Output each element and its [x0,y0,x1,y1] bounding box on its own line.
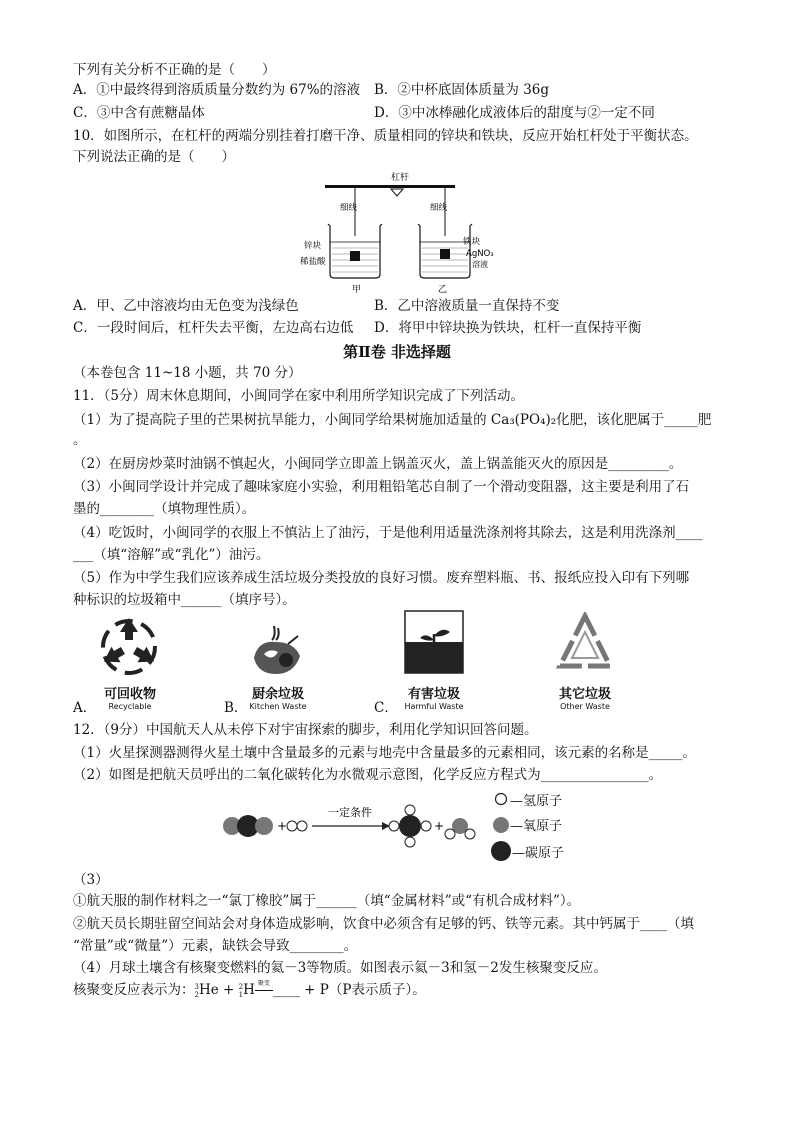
left-string-label: 细线 [340,203,358,213]
bin-a-en: Recyclable [108,702,152,711]
svg-text:+: + [277,819,288,833]
q10-stem-line2: 下列说法正确的是（ ） [73,149,235,165]
bin-d-cn: 其它垃圾 [558,687,611,702]
eq-h-num: 1 [238,990,244,999]
q9-tail: 下列有关分析不正确的是（ ） [73,62,276,78]
eq-prefix: 核聚变反应表示为： [73,982,195,998]
q9-option-d: D．③中冰棒融化成液体后的甜度与②一定不同 [374,105,655,121]
acid-label: 稀盐酸 [300,257,326,267]
eq-h: H [243,982,255,998]
section-title: 第Ⅱ卷 非选择题 [343,343,451,361]
oxygen-atom-icon [492,816,510,834]
section-note: （本卷包含 11~18 小题，共 70 分） [73,365,302,381]
co2-to-water-diagram [220,788,490,858]
q11-part4-line1: （4）吃饭时，小闽同学的衣服上不慎沾上了油污，于是他利用适量洗涤剂将其除去，这是利用洗涤剂____ [73,525,703,541]
q10-option-b: B．乙中溶液质量一直保持不变 [374,298,560,314]
bin-c-caption [379,683,489,711]
eq-he: He [198,982,219,998]
iron-label: 铁块 [463,237,481,247]
q12-part3: （3） [73,872,109,888]
q10-option-d: D．将甲中锌块换为铁块，杠杆一直保持平衡 [374,320,642,336]
bin-d-en: Other Waste [560,702,610,711]
bin-c-letter: C． [374,700,398,716]
q10-stem-line1: 10．如图所示，在杠杆的两端分别挂着打磨干净、质量相同的锌块和铁块，反应开始杠杆处于平衡状态。 [73,128,698,144]
q12-part4-equation [73,981,426,999]
legend-hydrogen: —氢原子 [510,794,563,809]
q11-part5-line2: 种标识的垃圾箱中______（填序号）。 [73,592,296,608]
q12-part3-i: ①航天服的制作材料之一“氯丁橡胶”属于______（填“金属材料”或“有机合成材料”）。 [73,893,581,909]
lever-label: 杠杆 [390,173,410,183]
right-string-label: 细线 [430,203,448,213]
eq-he-mass: 3 [194,982,199,991]
reaction-condition: 一定条件 [328,806,372,819]
hydrogen-atom-icon [494,792,508,806]
bin-b-cn: 厨余垃圾 [251,687,304,702]
bin-a-letter: A． [73,700,97,716]
q12-part4: （4）月球土壤含有核聚变燃料的氦－3等物质。如图表示氦－3和氢－2发生核聚变反应。 [73,960,607,976]
q11-part3-line2: 墨的________（填物理性质）。 [73,501,256,517]
bin-b-en: Kitchen Waste [249,702,307,711]
other-waste-bin-icon [556,612,614,676]
q12-part3-ii-line1: ②航天员长期驻留空间站会对身体造成影响，饮食中必须含有足够的钙、铁等元素。其中钙属于____（填 [73,916,694,932]
q11-part1-line1: （1）为了提高院子里的芒果树抗旱能力，小闽同学给果树施加适量的 Ca₃(PO₄)₂化肥，该化肥属于_____肥 [73,412,712,428]
q9-option-c: C．③中含有蔗糖晶体 [73,105,205,121]
q10-option-c: C．一段时间后，杠杆失去平衡，左边高右边低 [73,320,354,336]
bin-a-cn: 可回收物 [103,687,156,702]
q9-option-a: A．①中最终得到溶质质量分数约为 67%的溶液 [73,82,361,98]
q11-stem: 11．（5分）周末休息期间，小闽同学在家中利用所学知识完成了下列活动。 [73,388,525,404]
zinc-label: 锌块 [304,241,322,251]
legend-carbon: —碳原子 [512,846,565,861]
bin-a-caption [75,683,185,711]
q10-option-a: A．甲、乙中溶液均由无色变为浅绿色 [73,298,299,314]
agno3-label: AgNO₃ [466,249,494,259]
q11-part5-line1: （5）作为中学生我们应该养成生活垃圾分类投放的良好习惯。废弃塑料瓶、书、报纸应投入印有下列哪 [73,570,690,586]
harmful-waste-bin-icon [404,610,464,674]
q11-part2: （2）在厨房炒菜时油锅不慎起火，小闽同学立即盖上锅盖灭火，盖上锅盖能灭火的原因是_________。 [73,456,683,472]
beaker-jia-label: 甲 [352,285,362,295]
lever-beaker-figure [280,168,520,298]
carbon-atom-icon [490,840,512,862]
recyclable-bin-icon [98,614,160,676]
solution-label: 溶液 [472,260,488,269]
bin-d-caption [530,683,640,711]
q12-part3-ii-line2: “常量”或“微量”）元素，缺铁会导致________。 [73,938,358,954]
q12-part1: （1）火星探测器测得火星土壤中含量最多的元素与地壳中含量最多的元素相同，该元素的名称是_____。 [73,745,696,761]
q9-option-b: B．②中杯底固体质量为 36g [374,82,550,98]
bin-b-caption [223,683,333,711]
q11-part3-line1: （3）小闽同学设计并完成了趣味家庭小实验，利用粗铅笔芯自制了一个滑动变阻器，这主要是利用了石 [73,479,690,495]
svg-text:+: + [434,819,445,833]
eq-plus: + [218,982,239,998]
beaker-yi-label: 乙 [438,285,448,295]
eq-arrow-label: 聚变 [257,980,270,987]
bin-b-letter: B． [224,700,248,716]
eq-he-num: 2 [194,990,199,999]
q11-part1-line2: 。 [73,432,87,448]
q12-stem: 12．（9分）中国航天人从未停下对宇宙探索的脚步，利用化学知识回答问题。 [73,722,538,738]
legend-oxygen: —氧原子 [510,819,563,834]
eq-tail: ____ + P（P表示质子）。 [272,982,426,998]
q12-part2: （2）如图是把航天员呼出的二氧化碳转化为水微观示意图，化学反应方程式为________________。 [73,767,663,783]
bin-c-cn: 有害垃圾 [407,687,460,702]
eq-h-mass: 2 [238,982,244,991]
q11-part4-line2: ___（填“溶解”或“乳化”）油污。 [73,547,270,563]
kitchen-waste-bin-icon [248,622,306,680]
bin-c-en: Harmful Waste [404,702,464,711]
